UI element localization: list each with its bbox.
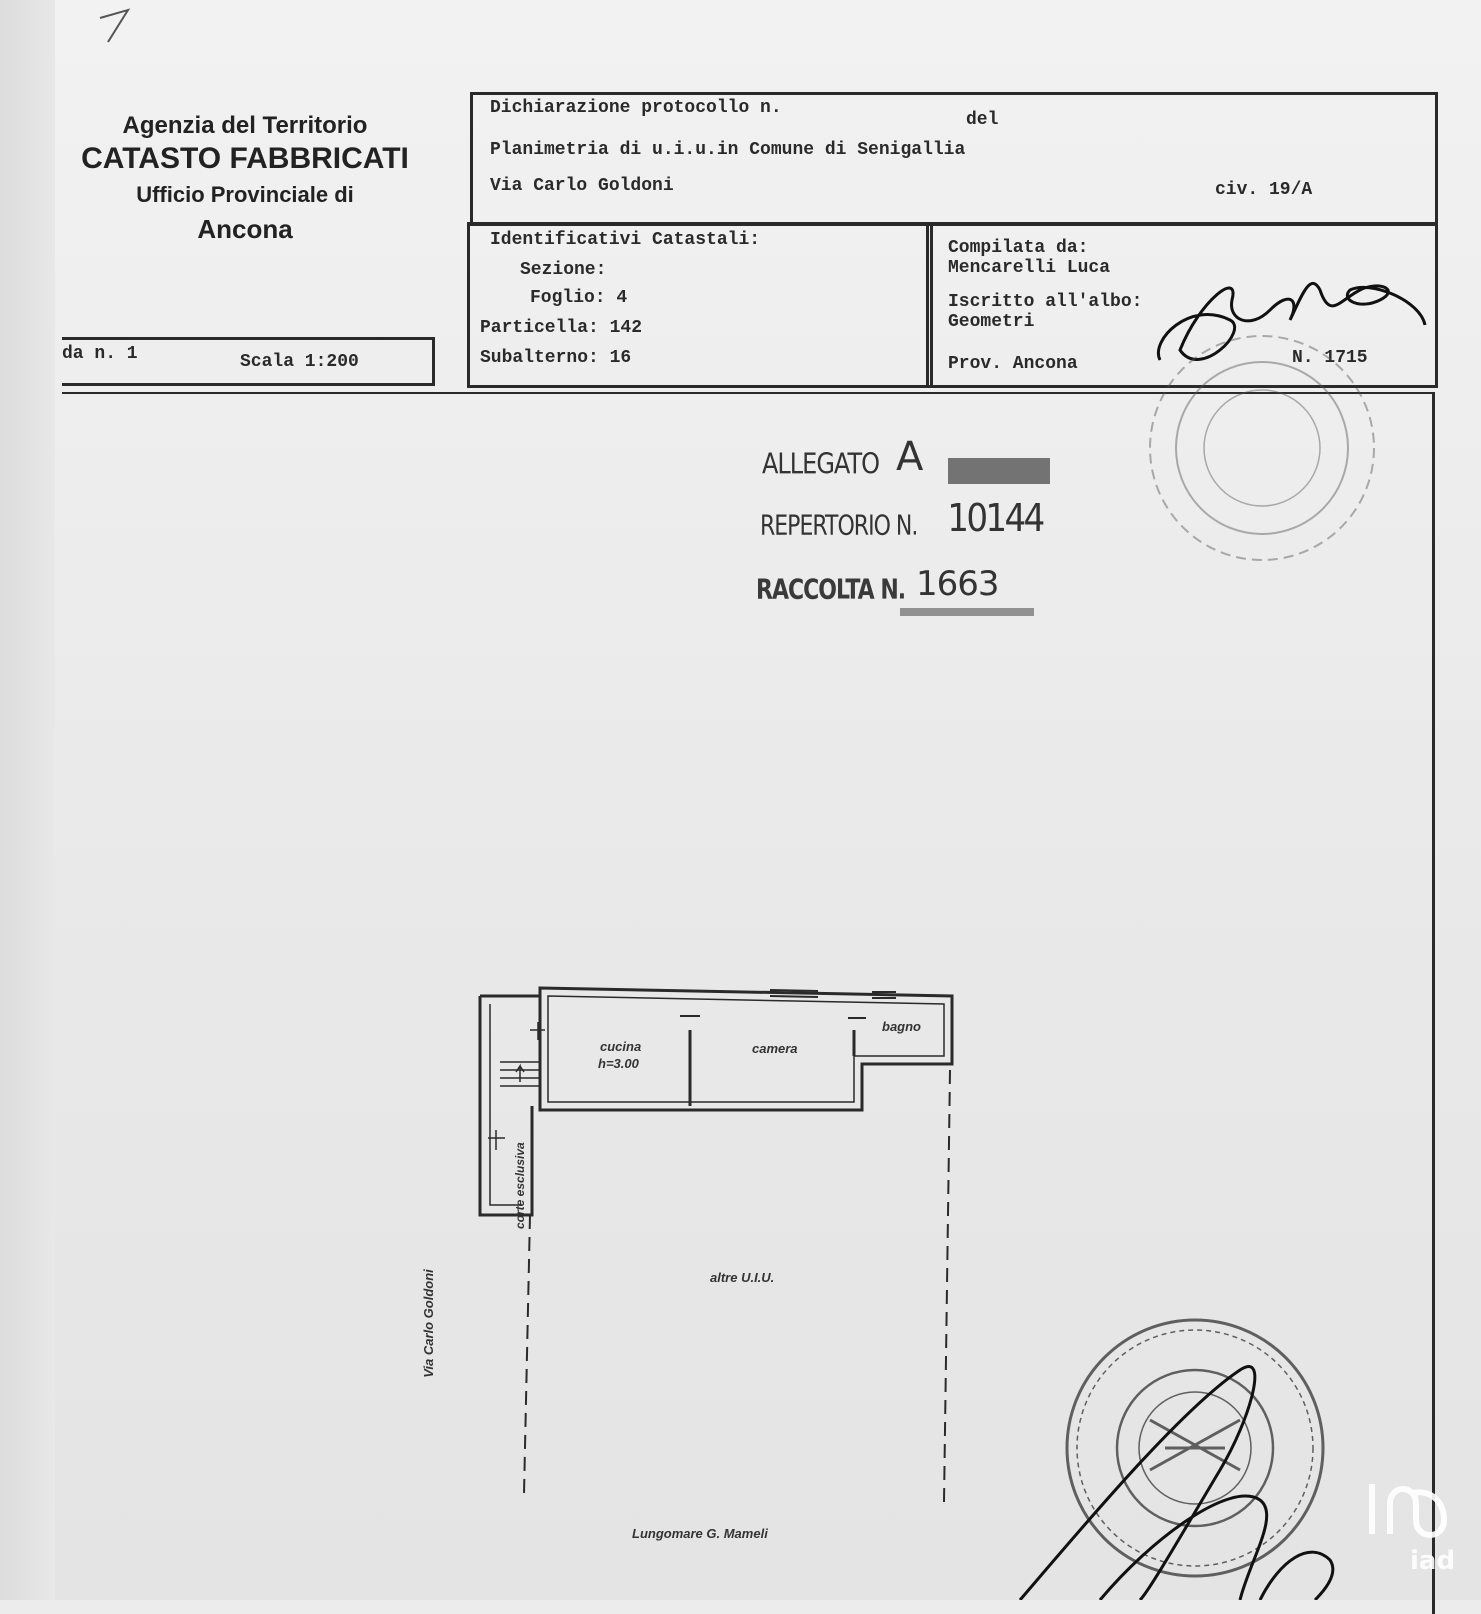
repertorio-value: 10144 xyxy=(947,496,1043,540)
repertorio-label: REPERTORIO N. xyxy=(760,510,918,543)
civic-number: civ. 19/A xyxy=(1215,180,1313,200)
iad-logo-icon xyxy=(1372,1484,1444,1535)
agency-line-3: Ufficio Provinciale di xyxy=(136,182,354,207)
raccolta-label: RACCOLTA N. xyxy=(756,574,906,607)
allegato-label: ALLEGATO xyxy=(762,447,880,481)
compilata-label: Compilata da: xyxy=(948,238,1089,258)
room-height-cucina: h=3.00 xyxy=(598,1056,639,1071)
identificativi-title: Identificativi Catastali: xyxy=(490,230,761,250)
notary-signature xyxy=(1020,1366,1333,1600)
street-label-via-goldoni: Via Carlo Goldoni xyxy=(420,1269,436,1378)
planimetria-text: Planimetria di u.i.u.in Comune di Senigallia xyxy=(490,140,966,160)
room-label-bagno: bagno xyxy=(882,1019,921,1034)
allegato-value: A xyxy=(896,434,923,480)
street-label-lungomare: Lungomare G. Mameli xyxy=(632,1526,768,1541)
agency-line-4: Ancona xyxy=(197,214,293,244)
room-label-camera: camera xyxy=(752,1041,798,1056)
raccolta-value: 1663 xyxy=(916,564,999,604)
notary-stamp-icon xyxy=(1067,1320,1323,1576)
altre-uiu-label: altre U.I.U. xyxy=(710,1270,775,1285)
albo-number: N. 1715 xyxy=(1292,348,1368,368)
floor-plan xyxy=(480,988,952,1502)
room-label-cucina: cucina xyxy=(600,1039,642,1054)
sezione-text: Sezione: xyxy=(520,260,607,280)
declaration-del: del xyxy=(966,110,999,130)
iad-logo-text: iad xyxy=(1410,1546,1456,1576)
albo-text: Geometri xyxy=(948,312,1035,332)
foglio-text: Foglio: 4 xyxy=(530,288,628,308)
scala-text: Scala 1:200 xyxy=(240,352,359,372)
iscritto-label: Iscritto all'albo: xyxy=(948,292,1143,312)
subalterno-text: Subalterno: 16 xyxy=(480,348,632,368)
boundary-left xyxy=(524,1215,530,1494)
surveyor-signature xyxy=(1158,283,1425,360)
albo-stamp-icon xyxy=(1150,336,1374,560)
particella-text: Particella: 142 xyxy=(480,318,643,338)
scheda-number: da n. 1 xyxy=(62,344,138,364)
agency-line-1: Agenzia del Territorio xyxy=(122,112,368,139)
corte-esclusiva-label: corte esclusiva xyxy=(513,1142,527,1229)
declaration-text: Dichiarazione protocollo n. xyxy=(490,98,782,118)
compilata-name: Mencarelli Luca xyxy=(948,258,1111,278)
fold-mark xyxy=(100,10,128,42)
agency-line-2: CATASTO FABBRICATI xyxy=(81,142,409,175)
street-text: Via Carlo Goldoni xyxy=(490,176,674,196)
prov-text: Prov. Ancona xyxy=(948,354,1078,374)
boundary-right xyxy=(944,1070,950,1502)
